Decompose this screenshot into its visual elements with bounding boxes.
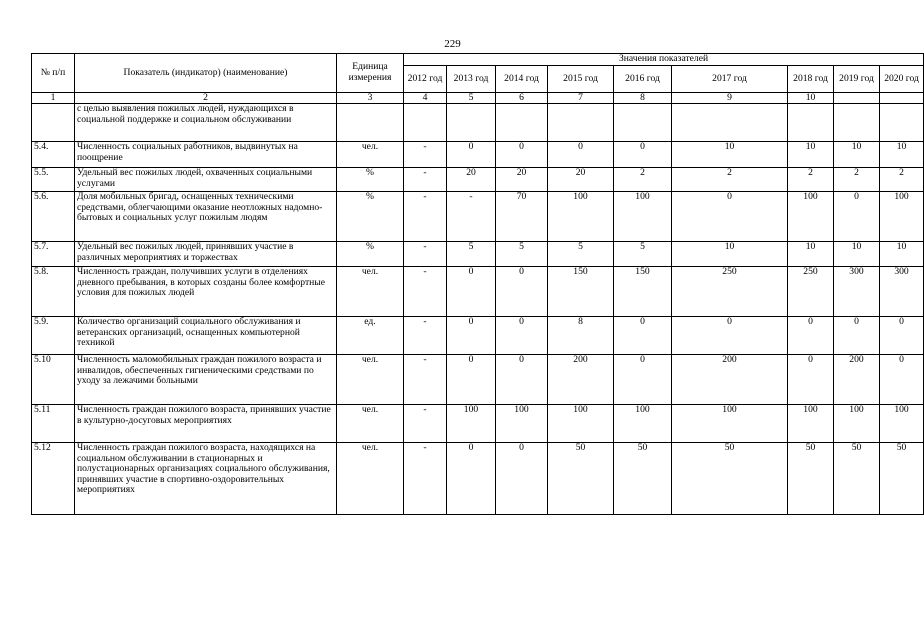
value-cell: 100	[788, 405, 834, 443]
table-row	[32, 168, 924, 192]
value-cell: 10	[880, 242, 924, 267]
value-cell: 2	[614, 168, 672, 192]
value-cell: -	[404, 192, 447, 242]
value-cell: 0	[548, 142, 614, 168]
value-cell	[788, 104, 834, 142]
row-number	[32, 104, 75, 142]
value-cell: 200	[672, 355, 788, 405]
column-index-cell: 3	[337, 93, 404, 104]
value-cell: 250	[788, 267, 834, 317]
header-year: 2013 год	[447, 66, 496, 93]
value-cell: -	[404, 242, 447, 267]
header-year: 2016 год	[614, 66, 672, 93]
table-row	[32, 267, 924, 317]
value-cell: 300	[834, 267, 880, 317]
column-index-cell: 10	[788, 93, 834, 104]
header-year: 2012 год	[404, 66, 447, 93]
indicator-name: Численность граждан пожилого возраста, находящихся на социальном обслуживании в стационарных и полустационарных организациях социального обслуживания, принявших участие в спортивно-оздоровительных мероприятиях	[75, 443, 337, 515]
value-cell: 0	[496, 317, 548, 355]
value-cell: 0	[880, 355, 924, 405]
value-cell: 2	[834, 168, 880, 192]
value-cell: 250	[672, 267, 788, 317]
value-cell	[447, 104, 496, 142]
column-index-cell: 2	[75, 93, 337, 104]
value-cell: 300	[880, 267, 924, 317]
value-cell: 0	[447, 355, 496, 405]
value-cell: 50	[672, 443, 788, 515]
value-cell: 0	[880, 317, 924, 355]
column-index-cell	[834, 93, 880, 104]
value-cell	[672, 104, 788, 142]
column-index-cell: 8	[614, 93, 672, 104]
value-cell: 10	[788, 142, 834, 168]
indicator-name: Численность граждан, получивших услуги в отделениях дневного пребывания, в которых созданы более комфортные условия для пожилых людей	[75, 267, 337, 317]
column-index-row	[32, 93, 924, 104]
column-index-cell: 6	[496, 93, 548, 104]
value-cell: -	[404, 405, 447, 443]
value-cell	[834, 104, 880, 142]
column-index-cell: 4	[404, 93, 447, 104]
table-row	[32, 242, 924, 267]
indicator-name: с целью выявления пожилых людей, нуждающихся в социальной поддержке и социальном обслуживании	[75, 104, 337, 142]
value-cell: -	[404, 355, 447, 405]
value-cell: 0	[447, 267, 496, 317]
value-cell: 10	[834, 142, 880, 168]
value-cell: 50	[788, 443, 834, 515]
value-cell: 50	[834, 443, 880, 515]
value-cell: 100	[614, 192, 672, 242]
unit-cell: чел.	[337, 142, 404, 168]
table-row	[32, 317, 924, 355]
unit-cell: чел.	[337, 267, 404, 317]
value-cell: -	[404, 317, 447, 355]
row-number: 5.9.	[32, 317, 75, 355]
value-cell: 5	[548, 242, 614, 267]
value-cell: -	[404, 142, 447, 168]
value-cell: 50	[880, 443, 924, 515]
value-cell: 0	[447, 443, 496, 515]
value-cell	[404, 104, 447, 142]
value-cell: 0	[834, 192, 880, 242]
table-row	[32, 355, 924, 405]
indicator-name: Удельный вес пожилых людей, принявших участие в различных мероприятиях и торжествах	[75, 242, 337, 267]
value-cell: 0	[614, 355, 672, 405]
indicators-table	[31, 53, 924, 515]
row-number: 5.12	[32, 443, 75, 515]
value-cell: 70	[496, 192, 548, 242]
value-cell: 100	[496, 405, 548, 443]
table-row	[32, 104, 924, 142]
header-year: 2019 год	[834, 66, 880, 93]
column-index-cell: 9	[672, 93, 788, 104]
value-cell: 200	[834, 355, 880, 405]
value-cell: 10	[788, 242, 834, 267]
value-cell: 100	[548, 192, 614, 242]
row-number: 5.10	[32, 355, 75, 405]
value-cell: 100	[880, 192, 924, 242]
column-index-cell: 5	[447, 93, 496, 104]
value-cell: 20	[548, 168, 614, 192]
value-cell: 2	[788, 168, 834, 192]
value-cell	[548, 104, 614, 142]
value-cell: -	[447, 192, 496, 242]
value-cell: 200	[548, 355, 614, 405]
value-cell: 0	[788, 355, 834, 405]
value-cell: 2	[672, 168, 788, 192]
value-cell: 0	[447, 142, 496, 168]
value-cell: 0	[672, 192, 788, 242]
header-year: 2015 год	[548, 66, 614, 93]
header-year: 2018 год	[788, 66, 834, 93]
header-indicator: Показатель (индикатор) (наименование)	[75, 54, 337, 93]
value-cell: 100	[834, 405, 880, 443]
value-cell: 5	[447, 242, 496, 267]
value-cell	[880, 104, 924, 142]
value-cell: 20	[496, 168, 548, 192]
row-number: 5.11	[32, 405, 75, 443]
indicator-name: Численность маломобильных граждан пожилого возраста и инвалидов, обеспеченных гигиеническими средствами по уходу за лежачими больными	[75, 355, 337, 405]
value-cell: 10	[834, 242, 880, 267]
value-cell: 0	[788, 317, 834, 355]
unit-cell: %	[337, 192, 404, 242]
value-cell: 10	[672, 142, 788, 168]
page-number: 229	[444, 38, 461, 50]
row-number: 5.6.	[32, 192, 75, 242]
row-number: 5.8.	[32, 267, 75, 317]
row-number: 5.4.	[32, 142, 75, 168]
header-year: 2014 год	[496, 66, 548, 93]
value-cell: 100	[880, 405, 924, 443]
unit-cell	[337, 104, 404, 142]
value-cell: 0	[496, 355, 548, 405]
value-cell: 100	[447, 405, 496, 443]
header-year: 2017 год	[672, 66, 788, 93]
indicator-name: Численность граждан пожилого возраста, принявших участие в культурно-досуговых мероприятиях	[75, 405, 337, 443]
value-cell: 8	[548, 317, 614, 355]
header-values: Значения показателей	[404, 54, 924, 66]
column-index-cell: 1	[32, 93, 75, 104]
value-cell: 0	[614, 142, 672, 168]
row-number: 5.7.	[32, 242, 75, 267]
value-cell: -	[404, 267, 447, 317]
column-index-cell	[880, 93, 924, 104]
value-cell: 50	[548, 443, 614, 515]
value-cell: 0	[496, 142, 548, 168]
value-cell: 2	[880, 168, 924, 192]
indicator-name: Количество организаций социального обслуживания и ветеранских организаций, оснащенных компьютерной техникой	[75, 317, 337, 355]
value-cell: 100	[672, 405, 788, 443]
indicator-name: Удельный вес пожилых людей, охваченных социальными услугами	[75, 168, 337, 192]
table-row	[32, 443, 924, 515]
value-cell: 100	[548, 405, 614, 443]
indicator-name: Доля мобильных бригад, оснащенных техническими средствами, облегчающими оказание неотложных надомно-бытовых и социальных услуг пожилым людям	[75, 192, 337, 242]
value-cell: 5	[614, 242, 672, 267]
value-cell: 0	[834, 317, 880, 355]
value-cell: 150	[548, 267, 614, 317]
value-cell: 0	[614, 317, 672, 355]
value-cell: 100	[614, 405, 672, 443]
indicator-name: Численность социальных работников, выдвинутых на поощрение	[75, 142, 337, 168]
value-cell: 10	[880, 142, 924, 168]
table-row	[32, 405, 924, 443]
unit-cell: чел.	[337, 443, 404, 515]
value-cell: 0	[447, 317, 496, 355]
value-cell: 0	[496, 267, 548, 317]
unit-cell: чел.	[337, 355, 404, 405]
value-cell: -	[404, 168, 447, 192]
header-unit: Единица измерения	[337, 54, 404, 93]
value-cell: 100	[788, 192, 834, 242]
table-row	[32, 142, 924, 168]
value-cell: 50	[614, 443, 672, 515]
table-row	[32, 192, 924, 242]
value-cell: 0	[672, 317, 788, 355]
value-cell: 20	[447, 168, 496, 192]
column-index-cell: 7	[548, 93, 614, 104]
value-cell: 10	[672, 242, 788, 267]
value-cell: -	[404, 443, 447, 515]
value-cell: 5	[496, 242, 548, 267]
value-cell	[496, 104, 548, 142]
value-cell: 150	[614, 267, 672, 317]
row-number: 5.5.	[32, 168, 75, 192]
unit-cell: ед.	[337, 317, 404, 355]
value-cell: 0	[496, 443, 548, 515]
unit-cell: %	[337, 242, 404, 267]
value-cell	[614, 104, 672, 142]
unit-cell: чел.	[337, 405, 404, 443]
header-num: № п/п	[32, 54, 75, 93]
unit-cell: %	[337, 168, 404, 192]
header-year: 2020 год	[880, 66, 924, 93]
